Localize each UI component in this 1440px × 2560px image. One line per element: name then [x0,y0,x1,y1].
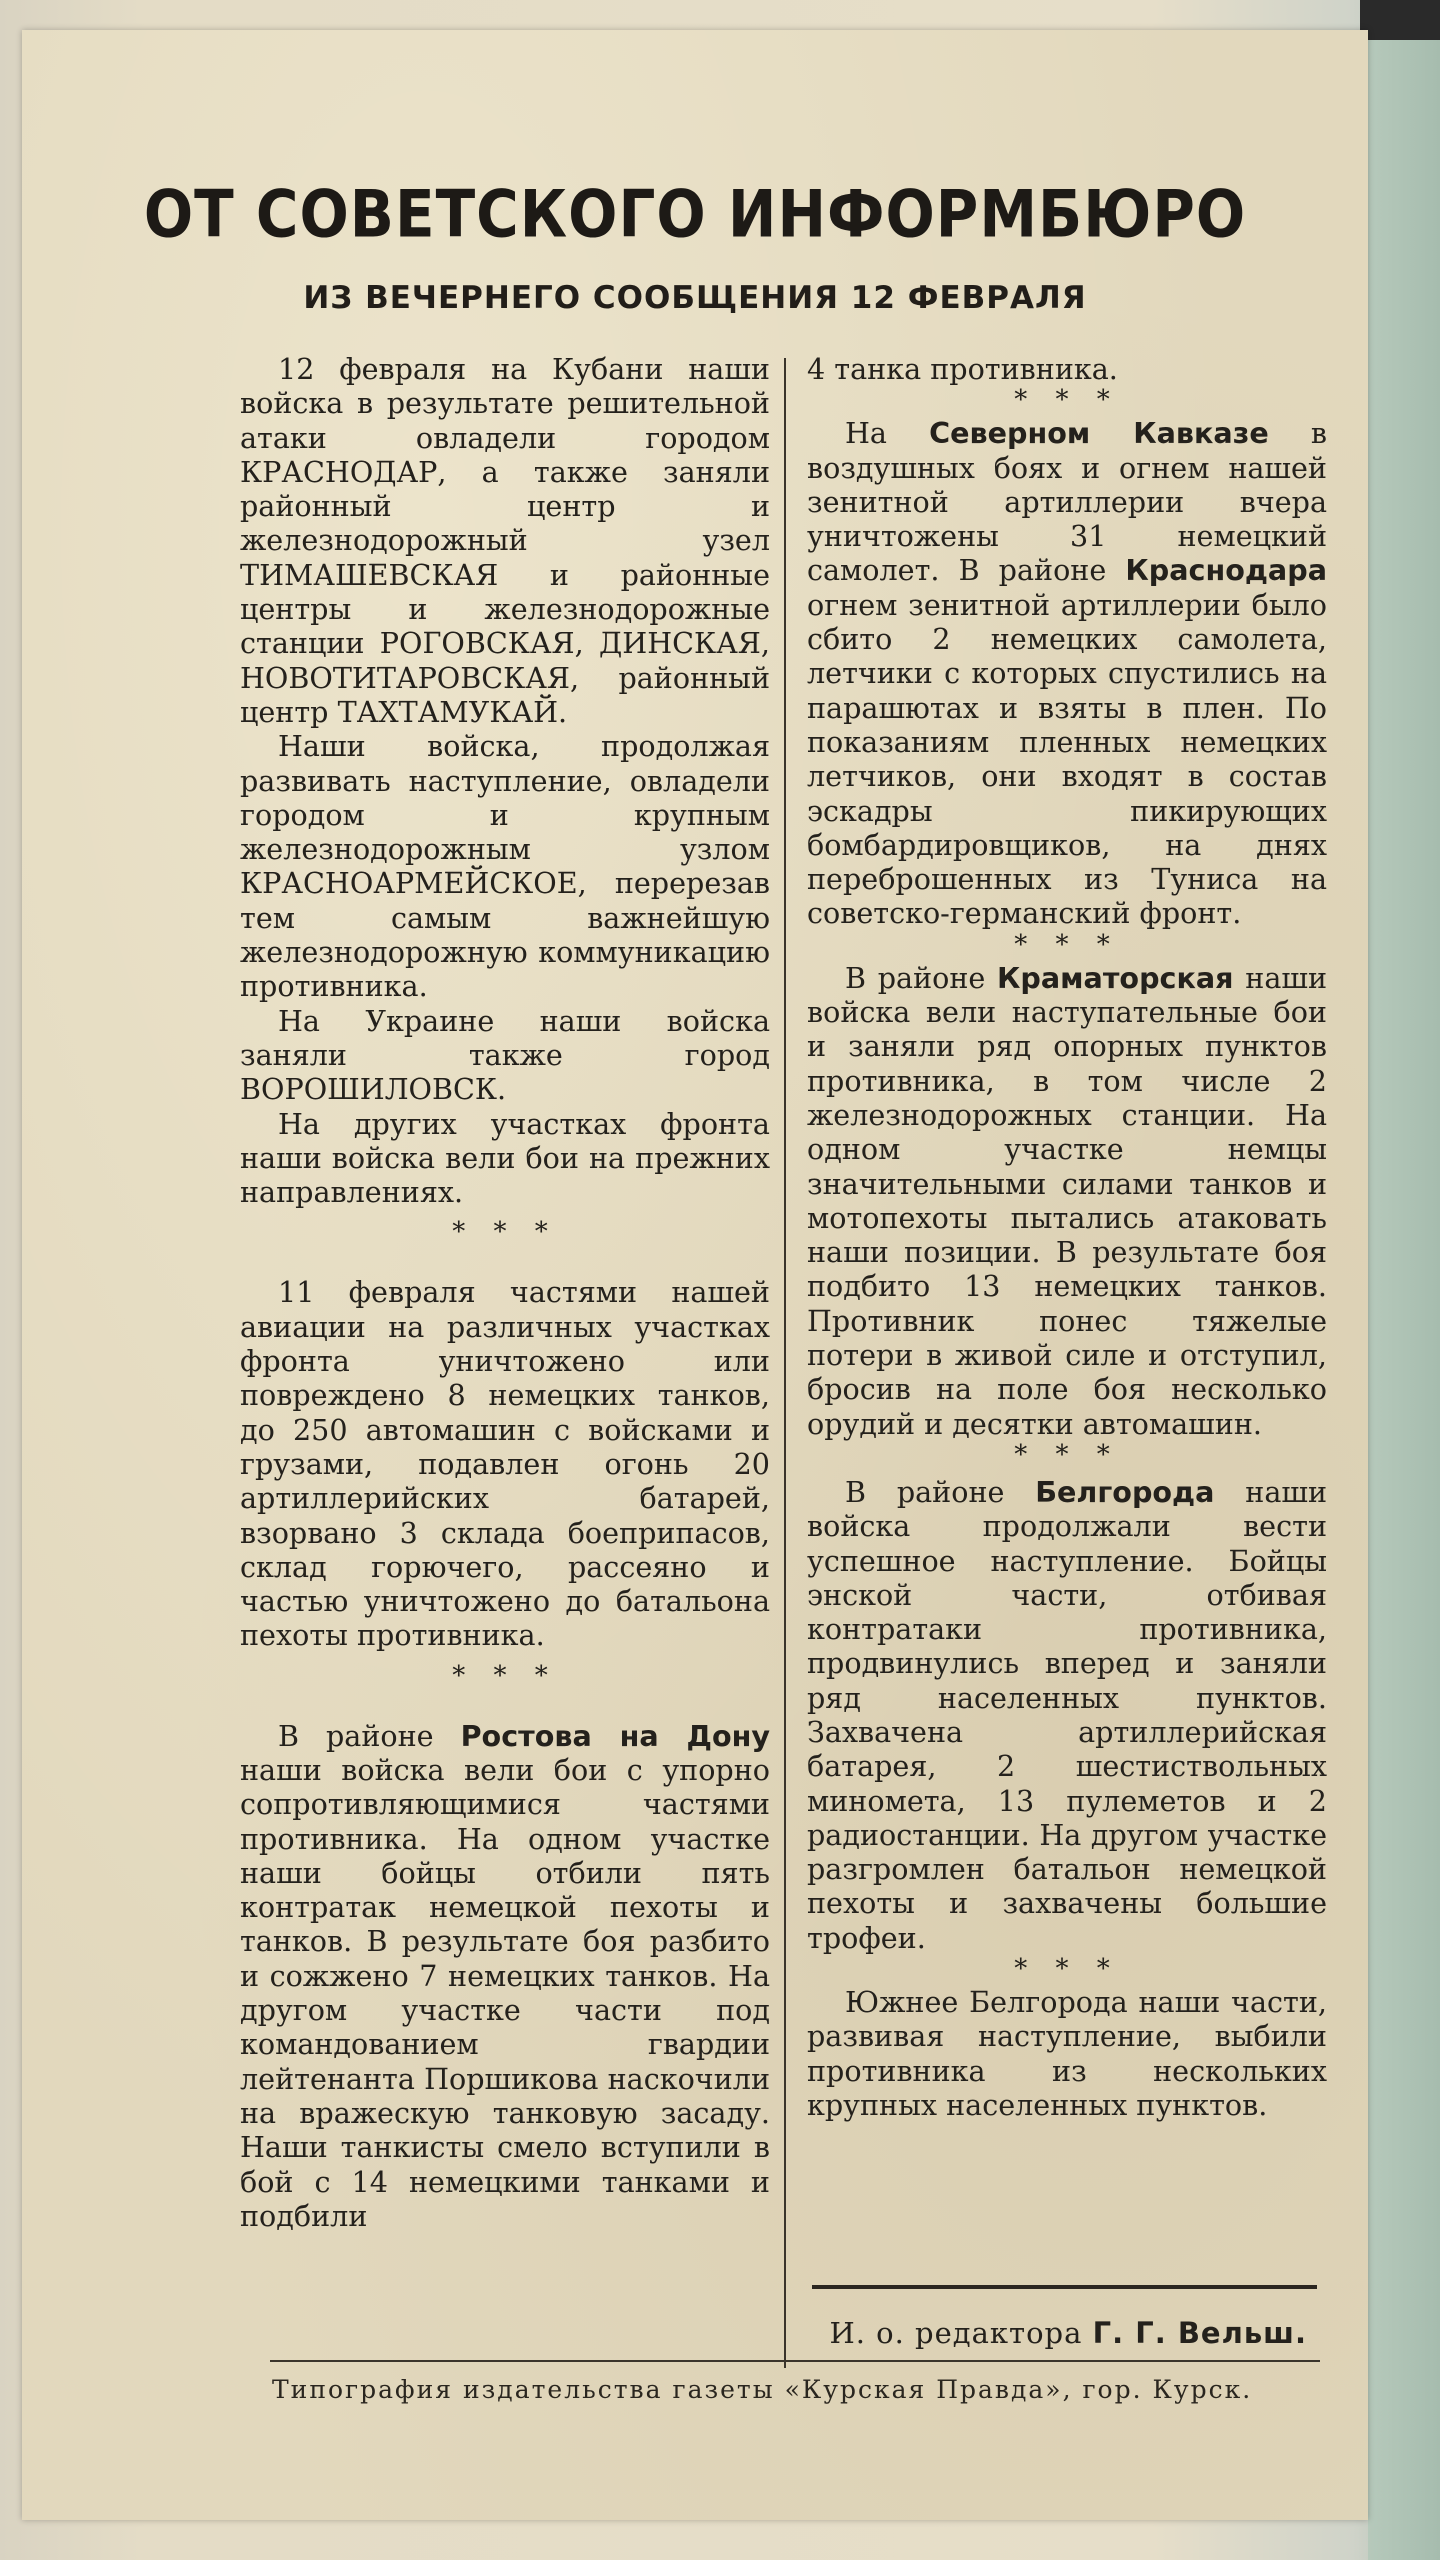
printer-imprint: Типография издательства газеты «Курская Правда», гор. Курск. [272,2375,1253,2404]
paragraph-voroshilovsk: На Украине наши войска заняли также город ВОРОШИЛОВСК. [240,1003,770,1107]
paragraph-rostov: В районе Ростова на Дону наши войска вели бои с упорно сопротивляющимися частями противника. На одном участке наши бойцы отбили пять контратак немецкой пехоты и танков. В результате боя разбито и сожжено 7 немецких танков. На другом участке части под командованием гвардии лейтенанта Поршикова наскочили на вражескую танковую засаду. Наши танкисты смело вступили в бой с 14 немецкими танками и подбили [240,1718,771,2233]
newspaper-page [22,30,1368,2520]
place-name: Белгорода [1035,1474,1215,1509]
editor-rule [812,2285,1317,2289]
paragraph-continuation: 4 танка противника. [807,352,1118,386]
paragraph-krasnodar: 12 февраля на Кубани наши войска в результате решительной атаки овладели городом КРАСНОДАР, а также заняли районный центр и железнодорожный узел ТИМАШЕВСКАЯ и районные центры и железнодорожные станции РОГОВСКАЯ, ДИНСКАЯ, НОВОТИТАРОВСКАЯ, районный центр ТАХТАМУКАЙ. [240,352,770,729]
paragraph-south-of-belgorod: Южнее Белгорода наши части, развивая наступление, выбили противника из нескольких крупных населенных пунктов. [807,1985,1327,2122]
section-separator: * * * [452,1660,558,1691]
scan-edge-backing [1368,40,1440,2560]
section-separator: * * * [1014,929,1120,960]
place-name: Северном Кавказе [929,416,1269,451]
left-column [240,352,770,2233]
paragraph-belgorod: В районе Белгорода наши войска продолжали вести успешное наступление. Бойцы энской части, отбивая контратаки противника, продвинулись вперед и заняли ряд населенных пунктов. Захвачена артиллерийская батарея, 2 шестиствольных миномета, 13 пулеметов и 2 радиостанции. На другом участке разгромлен батальон немецкой пехоты и захвачены большие трофеи. [807,1474,1328,1955]
page-title: ОТ СОВЕТСКОГО ИНФОРМБЮРО [143,175,1247,253]
place-name: Краматорская [997,960,1234,995]
right-column [807,352,1327,2122]
section-separator: * * * [1014,1954,1120,1985]
paragraph-aviation: 11 февраля частями нашей авиации на различных участках фронта уничтожено или повреждено 8 немецких танков, до 250 автомашин с войсками и грузами, подавлен огонь 20 артиллерийских батарей, взорвано 3 склада боеприпасов, склад горючего, рассеяно и частью уничтожено до батальона пехоты противника. [240,1275,770,1653]
section-separator: * * * [452,1217,558,1248]
paragraph-other-sectors: На других участках фронта наши войска вели бои на прежних направлениях. [240,1106,770,1210]
place-name: Краснодара [1125,553,1327,588]
paragraph-north-caucasus: На Северном Кавказе в воздушных боях и огнем нашей зенитной артиллерии вчера уничтожены 31 немецкий самолет. В районе Краснодара огнем зенитной артиллерии было сбито 2 немецких самолета, летчики с которых спустились на парашютах и взяты в плен. По показаниям пленных немецких летчиков, они входят в состав эскадры пикирующих бомбардировщиков, на днях переброшенных из Туниса на советско-германский фронт. [807,416,1328,931]
page-subtitle: ИЗ ВЕЧЕРНЕГО СООБЩЕНИЯ 12 ФЕВРАЛЯ [303,280,1087,316]
column-divider [784,358,786,2368]
editor-name: Г. Г. Вельш. [1092,2316,1307,2350]
place-name: Ростова на Дону [460,1718,771,1753]
section-separator: * * * [1014,1439,1120,1470]
section-separator: * * * [1014,385,1120,416]
editor-signature: И. о. редактора Г. Г. Вельш. [829,2316,1307,2350]
imprint-rule [270,2360,1320,2362]
scan-edge-dark [1360,0,1440,40]
paragraph-krasnoarmeiskoe: Наши войска, продолжая развивать наступление, овладели городом и крупным железнодорожным узлом КРАСНОАРМЕЙСКОЕ, перерезав тем самым важнейшую железнодорожную коммуникацию противника. [240,729,770,1004]
paragraph-kramatorskaya: В районе Краматорская наши войска вели наступательные бои и заняли ряд опорных пунктов противника, в том числе 2 железнодорожных станции. На одном участке немцы значительными силами танков и мотопехоты пытались атаковать наши позиции. В результате боя подбито 13 немецких танков. Противник понес тяжелые потери в живой силе и отступил, бросив на поле боя несколько орудий и десятки автомашин. [807,960,1328,1441]
